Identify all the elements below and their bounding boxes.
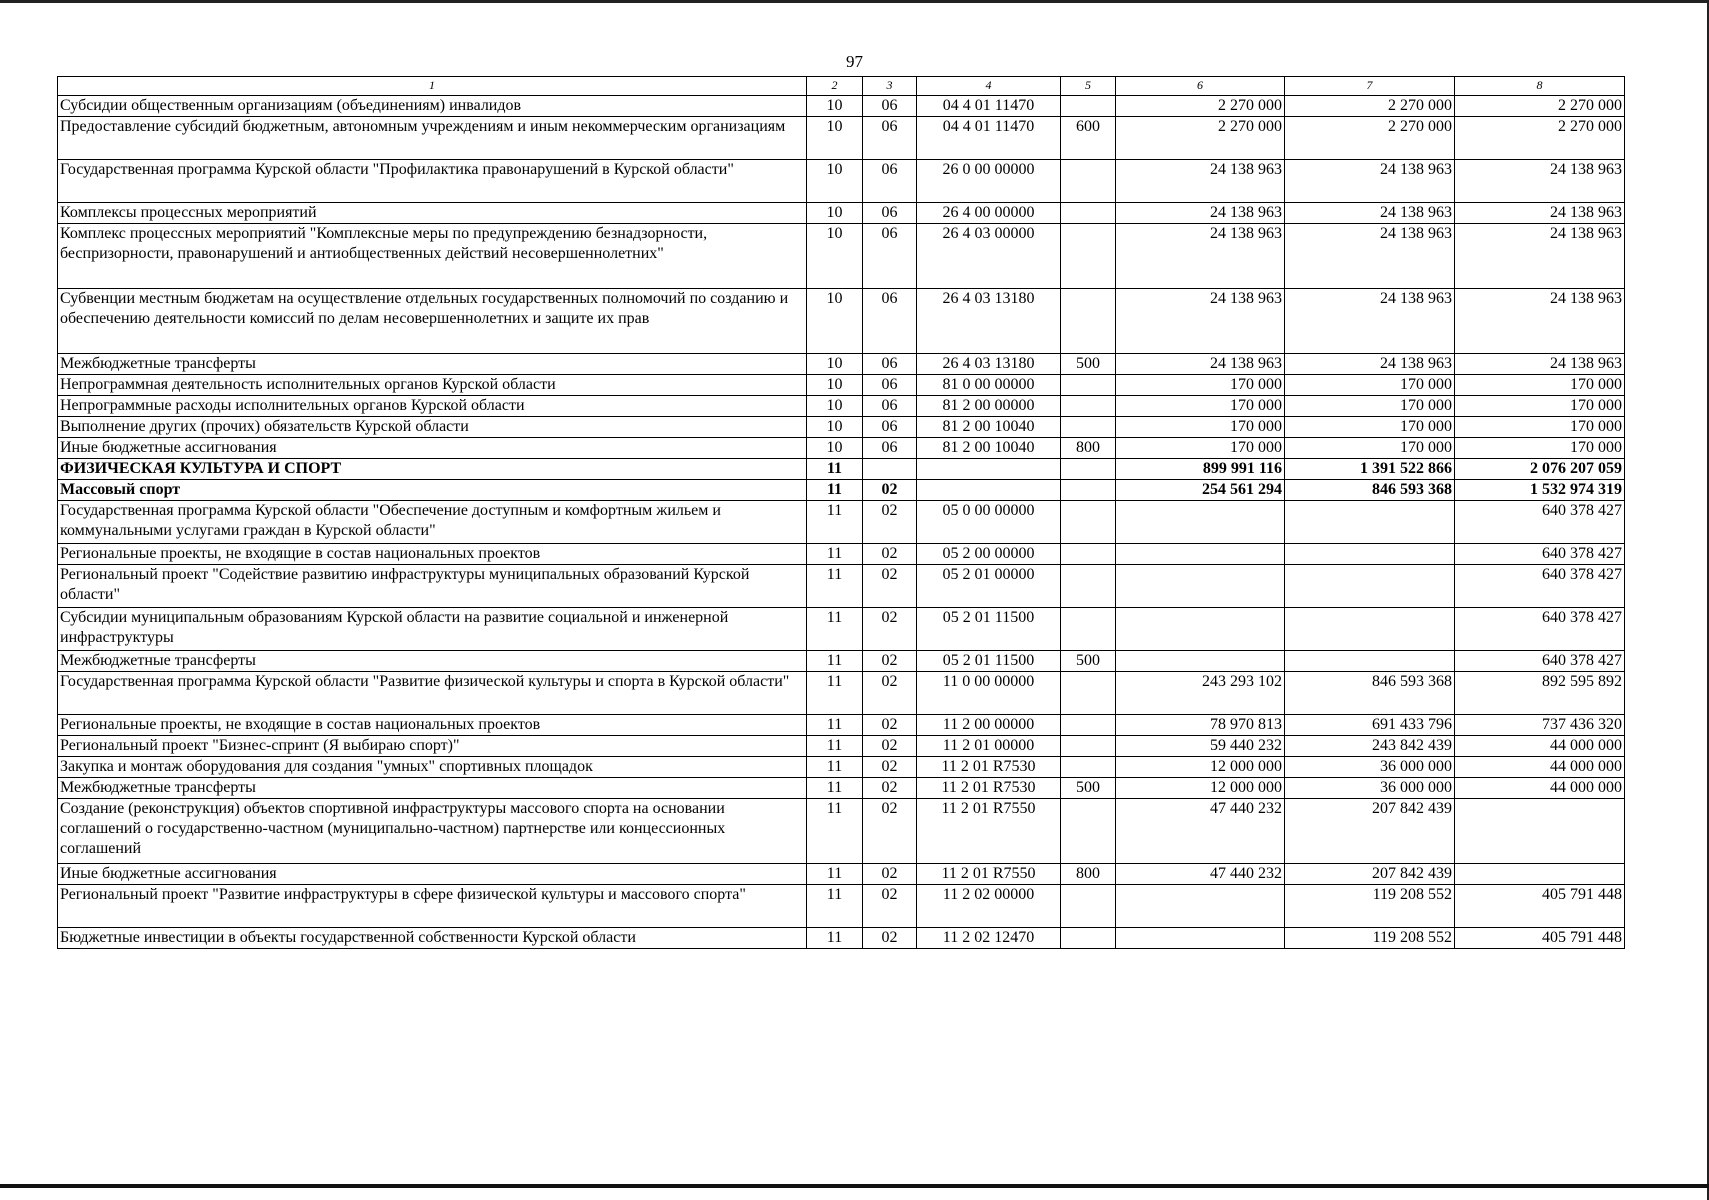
row-subsection: 02	[863, 501, 917, 544]
row-amount-col7: 170 000	[1285, 375, 1455, 396]
row-section: 10	[807, 203, 863, 224]
row-amount-col6	[1116, 565, 1285, 608]
row-amount-col7: 24 138 963	[1285, 224, 1455, 289]
row-amount-col8: 44 000 000	[1455, 757, 1625, 778]
row-name: Массовый спорт	[58, 480, 807, 501]
row-expense-type	[1061, 480, 1116, 501]
table-row	[58, 864, 1625, 885]
row-target-code: 11 2 01 R7550	[917, 864, 1061, 885]
row-section: 10	[807, 289, 863, 354]
row-amount-col7: 243 842 439	[1285, 736, 1455, 757]
row-amount-col7: 691 433 796	[1285, 715, 1455, 736]
row-amount-col8: 640 378 427	[1455, 608, 1625, 651]
table-row	[58, 203, 1625, 224]
row-name: Иные бюджетные ассигнования	[58, 438, 807, 459]
row-amount-col8: 1 532 974 319	[1455, 480, 1625, 501]
column-header: 8	[1455, 77, 1625, 96]
row-amount-col7: 24 138 963	[1285, 160, 1455, 203]
row-name: Создание (реконструкция) объектов спортивной инфраструктуры массового спорта на основании соглашений о государственно-частном (муниципально-частном) партнерстве или концессионных соглашений	[58, 799, 807, 864]
row-name: Региональные проекты, не входящие в состав национальных проектов	[58, 544, 807, 565]
row-expense-type	[1061, 96, 1116, 117]
row-expense-type	[1061, 799, 1116, 864]
table-row	[58, 651, 1625, 672]
row-section: 11	[807, 799, 863, 864]
row-expense-type	[1061, 544, 1116, 565]
row-subsection: 02	[863, 480, 917, 501]
row-target-code: 05 2 01 11500	[917, 651, 1061, 672]
row-expense-type: 800	[1061, 438, 1116, 459]
row-amount-col8: 405 791 448	[1455, 885, 1625, 928]
row-section: 11	[807, 864, 863, 885]
table-row	[58, 459, 1625, 480]
row-amount-col6: 170 000	[1116, 375, 1285, 396]
row-name: Непрограммные расходы исполнительных органов Курской области	[58, 396, 807, 417]
row-name: Субвенции местным бюджетам на осуществление отдельных государственных полномочий по созданию и обеспечению деятельности комиссий по делам несовершеннолетних и защите их прав	[58, 289, 807, 354]
row-amount-col8: 640 378 427	[1455, 651, 1625, 672]
row-expense-type	[1061, 757, 1116, 778]
row-subsection: 02	[863, 715, 917, 736]
table-row	[58, 96, 1625, 117]
row-amount-col7: 36 000 000	[1285, 778, 1455, 799]
row-expense-type	[1061, 736, 1116, 757]
row-name: Субсидии муниципальным образованиям Курской области на развитие социальной и инженерной инфраструктуры	[58, 608, 807, 651]
row-amount-col7: 24 138 963	[1285, 203, 1455, 224]
row-amount-col8	[1455, 864, 1625, 885]
row-section: 10	[807, 396, 863, 417]
row-amount-col6: 170 000	[1116, 396, 1285, 417]
row-amount-col7: 24 138 963	[1285, 354, 1455, 375]
row-amount-col6: 12 000 000	[1116, 778, 1285, 799]
table-row	[58, 928, 1625, 949]
row-expense-type: 800	[1061, 864, 1116, 885]
row-expense-type	[1061, 608, 1116, 651]
row-subsection: 02	[863, 928, 917, 949]
row-section: 11	[807, 501, 863, 544]
row-name: Субсидии общественным организациям (объединениям) инвалидов	[58, 96, 807, 117]
row-amount-col7	[1285, 651, 1455, 672]
table-row	[58, 438, 1625, 459]
row-amount-col7: 2 270 000	[1285, 96, 1455, 117]
row-section: 11	[807, 480, 863, 501]
row-section: 10	[807, 375, 863, 396]
row-subsection: 06	[863, 396, 917, 417]
row-amount-col8: 44 000 000	[1455, 778, 1625, 799]
row-target-code: 04 4 01 11470	[917, 117, 1061, 160]
table-body	[58, 96, 1625, 949]
row-amount-col8: 24 138 963	[1455, 224, 1625, 289]
row-amount-col6: 24 138 963	[1116, 160, 1285, 203]
row-subsection: 06	[863, 289, 917, 354]
row-target-code: 11 2 02 12470	[917, 928, 1061, 949]
row-section: 10	[807, 160, 863, 203]
row-section: 11	[807, 608, 863, 651]
table-row	[58, 224, 1625, 289]
row-name: Государственная программа Курской области "Профилактика правонарушений в Курской области"	[58, 160, 807, 203]
row-expense-type: 500	[1061, 778, 1116, 799]
row-amount-col6: 170 000	[1116, 438, 1285, 459]
row-subsection: 06	[863, 160, 917, 203]
row-name: Региональный проект "Развитие инфраструктуры в сфере физической культуры и массового спорта"	[58, 885, 807, 928]
row-amount-col8: 170 000	[1455, 438, 1625, 459]
row-amount-col8: 2 270 000	[1455, 117, 1625, 160]
row-amount-col7: 846 593 368	[1285, 480, 1455, 501]
row-target-code: 05 2 01 00000	[917, 565, 1061, 608]
row-amount-col8: 640 378 427	[1455, 565, 1625, 608]
column-header: 1	[58, 77, 807, 96]
row-amount-col6	[1116, 544, 1285, 565]
row-target-code: 26 4 03 13180	[917, 289, 1061, 354]
row-subsection: 02	[863, 608, 917, 651]
row-section: 11	[807, 565, 863, 608]
row-amount-col8: 640 378 427	[1455, 501, 1625, 544]
column-header: 6	[1116, 77, 1285, 96]
row-expense-type: 500	[1061, 354, 1116, 375]
row-amount-col8: 737 436 320	[1455, 715, 1625, 736]
row-subsection: 02	[863, 651, 917, 672]
row-expense-type	[1061, 396, 1116, 417]
table-row	[58, 672, 1625, 715]
row-target-code	[917, 459, 1061, 480]
row-section: 11	[807, 778, 863, 799]
row-amount-col8: 640 378 427	[1455, 544, 1625, 565]
row-subsection: 02	[863, 736, 917, 757]
row-section: 10	[807, 96, 863, 117]
row-amount-col7: 207 842 439	[1285, 799, 1455, 864]
row-name: Государственная программа Курской области "Обеспечение доступным и комфортным жильем и коммунальными услугами граждан в Курской области"	[58, 501, 807, 544]
row-expense-type	[1061, 459, 1116, 480]
table-row	[58, 354, 1625, 375]
row-amount-col7: 1 391 522 866	[1285, 459, 1455, 480]
row-amount-col6: 24 138 963	[1116, 224, 1285, 289]
table-row	[58, 757, 1625, 778]
row-section: 11	[807, 928, 863, 949]
row-name: Непрограммная деятельность исполнительных органов Курской области	[58, 375, 807, 396]
row-amount-col6	[1116, 885, 1285, 928]
row-target-code: 81 2 00 10040	[917, 438, 1061, 459]
table-row	[58, 608, 1625, 651]
row-subsection: 02	[863, 885, 917, 928]
row-subsection: 06	[863, 438, 917, 459]
row-section: 11	[807, 736, 863, 757]
row-subsection: 06	[863, 417, 917, 438]
row-expense-type: 500	[1061, 651, 1116, 672]
row-name: Межбюджетные трансферты	[58, 778, 807, 799]
row-amount-col8: 170 000	[1455, 396, 1625, 417]
row-amount-col6: 47 440 232	[1116, 864, 1285, 885]
row-name: Региональный проект "Бизнес-спринт (Я выбираю спорт)"	[58, 736, 807, 757]
table-row	[58, 417, 1625, 438]
row-target-code: 11 2 01 R7550	[917, 799, 1061, 864]
column-header: 3	[863, 77, 917, 96]
row-name: Выполнение других (прочих) обязательств Курской области	[58, 417, 807, 438]
row-amount-col7: 36 000 000	[1285, 757, 1455, 778]
row-amount-col6: 2 270 000	[1116, 117, 1285, 160]
row-amount-col6	[1116, 928, 1285, 949]
row-expense-type	[1061, 203, 1116, 224]
row-subsection: 02	[863, 565, 917, 608]
row-amount-col6: 2 270 000	[1116, 96, 1285, 117]
row-amount-col6: 78 970 813	[1116, 715, 1285, 736]
row-amount-col8: 170 000	[1455, 417, 1625, 438]
row-amount-col8: 24 138 963	[1455, 203, 1625, 224]
row-amount-col8: 24 138 963	[1455, 160, 1625, 203]
row-amount-col8: 24 138 963	[1455, 354, 1625, 375]
row-amount-col8	[1455, 799, 1625, 864]
table-row	[58, 544, 1625, 565]
row-subsection: 02	[863, 799, 917, 864]
row-expense-type	[1061, 501, 1116, 544]
table-row	[58, 565, 1625, 608]
table-row	[58, 715, 1625, 736]
page-number: 97	[846, 52, 863, 71]
row-target-code: 11 2 01 R7530	[917, 778, 1061, 799]
table-row	[58, 117, 1625, 160]
column-header: 5	[1061, 77, 1116, 96]
row-target-code: 81 2 00 10040	[917, 417, 1061, 438]
row-amount-col6: 24 138 963	[1116, 354, 1285, 375]
row-section: 11	[807, 651, 863, 672]
row-subsection: 02	[863, 778, 917, 799]
row-subsection: 06	[863, 96, 917, 117]
row-subsection: 02	[863, 864, 917, 885]
table-row	[58, 501, 1625, 544]
row-target-code: 26 4 03 00000	[917, 224, 1061, 289]
row-subsection: 06	[863, 354, 917, 375]
row-amount-col7	[1285, 565, 1455, 608]
row-amount-col7: 170 000	[1285, 438, 1455, 459]
row-name: Иные бюджетные ассигнования	[58, 864, 807, 885]
row-section: 11	[807, 715, 863, 736]
row-name: Государственная программа Курской области "Развитие физической культуры и спорта в Курской области"	[58, 672, 807, 715]
row-subsection: 06	[863, 375, 917, 396]
row-subsection: 02	[863, 672, 917, 715]
row-expense-type	[1061, 928, 1116, 949]
row-target-code: 11 2 00 00000	[917, 715, 1061, 736]
row-name: Комплекс процессных мероприятий "Комплексные меры по предупреждению безнадзорности, беспризорности, правонарушений и антиобщественных действий несовершеннолетних"	[58, 224, 807, 289]
row-expense-type	[1061, 565, 1116, 608]
row-amount-col6: 47 440 232	[1116, 799, 1285, 864]
row-amount-col7: 207 842 439	[1285, 864, 1455, 885]
table-row	[58, 885, 1625, 928]
row-subsection: 06	[863, 117, 917, 160]
row-amount-col6: 59 440 232	[1116, 736, 1285, 757]
row-name: Межбюджетные трансферты	[58, 651, 807, 672]
table-row	[58, 480, 1625, 501]
row-name: Межбюджетные трансферты	[58, 354, 807, 375]
row-amount-col7	[1285, 608, 1455, 651]
row-subsection: 06	[863, 224, 917, 289]
row-name: Комплексы процессных мероприятий	[58, 203, 807, 224]
row-target-code: 11 2 02 00000	[917, 885, 1061, 928]
row-amount-col7: 24 138 963	[1285, 289, 1455, 354]
row-expense-type	[1061, 417, 1116, 438]
table-row	[58, 375, 1625, 396]
row-name: Предоставление субсидий бюджетным, автономным учреждениям и иным некоммерческим организациям	[58, 117, 807, 160]
row-expense-type	[1061, 375, 1116, 396]
row-target-code: 81 0 00 00000	[917, 375, 1061, 396]
row-amount-col6: 24 138 963	[1116, 203, 1285, 224]
row-amount-col6	[1116, 501, 1285, 544]
row-name: Бюджетные инвестиции в объекты государственной собственности Курской области	[58, 928, 807, 949]
row-section: 11	[807, 885, 863, 928]
row-amount-col8: 892 595 892	[1455, 672, 1625, 715]
table-row	[58, 160, 1625, 203]
table-header-row	[58, 77, 1625, 96]
row-section: 11	[807, 544, 863, 565]
row-target-code: 05 2 00 00000	[917, 544, 1061, 565]
row-expense-type: 600	[1061, 117, 1116, 160]
row-amount-col7: 170 000	[1285, 396, 1455, 417]
scan-edge-bottom	[0, 1184, 1709, 1188]
row-section: 10	[807, 224, 863, 289]
row-amount-col6: 254 561 294	[1116, 480, 1285, 501]
row-subsection: 02	[863, 757, 917, 778]
row-amount-col7: 119 208 552	[1285, 885, 1455, 928]
row-amount-col6: 899 991 116	[1116, 459, 1285, 480]
budget-table	[57, 76, 1625, 949]
row-target-code	[917, 480, 1061, 501]
row-section: 10	[807, 117, 863, 160]
row-name: Региональный проект "Содействие развитию инфраструктуры муниципальных образований Курской области"	[58, 565, 807, 608]
row-expense-type	[1061, 160, 1116, 203]
row-amount-col7	[1285, 544, 1455, 565]
row-target-code: 05 0 00 00000	[917, 501, 1061, 544]
row-target-code: 11 2 01 00000	[917, 736, 1061, 757]
row-section: 11	[807, 757, 863, 778]
row-amount-col6: 170 000	[1116, 417, 1285, 438]
row-target-code: 11 2 01 R7530	[917, 757, 1061, 778]
table-row	[58, 396, 1625, 417]
row-section: 10	[807, 417, 863, 438]
row-expense-type	[1061, 224, 1116, 289]
row-amount-col6: 243 293 102	[1116, 672, 1285, 715]
row-amount-col8: 2 076 207 059	[1455, 459, 1625, 480]
row-amount-col6: 12 000 000	[1116, 757, 1285, 778]
row-expense-type	[1061, 715, 1116, 736]
row-amount-col7: 2 270 000	[1285, 117, 1455, 160]
row-amount-col6	[1116, 651, 1285, 672]
row-amount-col8: 405 791 448	[1455, 928, 1625, 949]
row-amount-col6: 24 138 963	[1116, 289, 1285, 354]
row-section: 10	[807, 438, 863, 459]
row-target-code: 26 0 00 00000	[917, 160, 1061, 203]
row-expense-type	[1061, 289, 1116, 354]
row-section: 11	[807, 459, 863, 480]
row-section: 11	[807, 672, 863, 715]
scan-edge-top	[0, 0, 1709, 3]
row-amount-col8: 2 270 000	[1455, 96, 1625, 117]
column-header: 2	[807, 77, 863, 96]
row-section: 10	[807, 354, 863, 375]
row-target-code: 05 2 01 11500	[917, 608, 1061, 651]
row-name: Региональные проекты, не входящие в состав национальных проектов	[58, 715, 807, 736]
row-amount-col6	[1116, 608, 1285, 651]
row-expense-type	[1061, 672, 1116, 715]
row-subsection	[863, 459, 917, 480]
table-row	[58, 289, 1625, 354]
table-row	[58, 778, 1625, 799]
table-row	[58, 799, 1625, 864]
row-target-code: 26 4 00 00000	[917, 203, 1061, 224]
row-subsection: 02	[863, 544, 917, 565]
row-name: Закупка и монтаж оборудования для создания "умных" спортивных площадок	[58, 757, 807, 778]
row-amount-col7: 170 000	[1285, 417, 1455, 438]
column-header: 7	[1285, 77, 1455, 96]
row-target-code: 04 4 01 11470	[917, 96, 1061, 117]
column-header: 4	[917, 77, 1061, 96]
row-amount-col7	[1285, 501, 1455, 544]
row-target-code: 11 0 00 00000	[917, 672, 1061, 715]
row-target-code: 81 2 00 00000	[917, 396, 1061, 417]
table-row	[58, 736, 1625, 757]
row-amount-col7: 119 208 552	[1285, 928, 1455, 949]
row-name: ФИЗИЧЕСКАЯ КУЛЬТУРА И СПОРТ	[58, 459, 807, 480]
row-target-code: 26 4 03 13180	[917, 354, 1061, 375]
row-amount-col8: 24 138 963	[1455, 289, 1625, 354]
row-amount-col7: 846 593 368	[1285, 672, 1455, 715]
row-amount-col8: 170 000	[1455, 375, 1625, 396]
row-subsection: 06	[863, 203, 917, 224]
row-expense-type	[1061, 885, 1116, 928]
row-amount-col8: 44 000 000	[1455, 736, 1625, 757]
